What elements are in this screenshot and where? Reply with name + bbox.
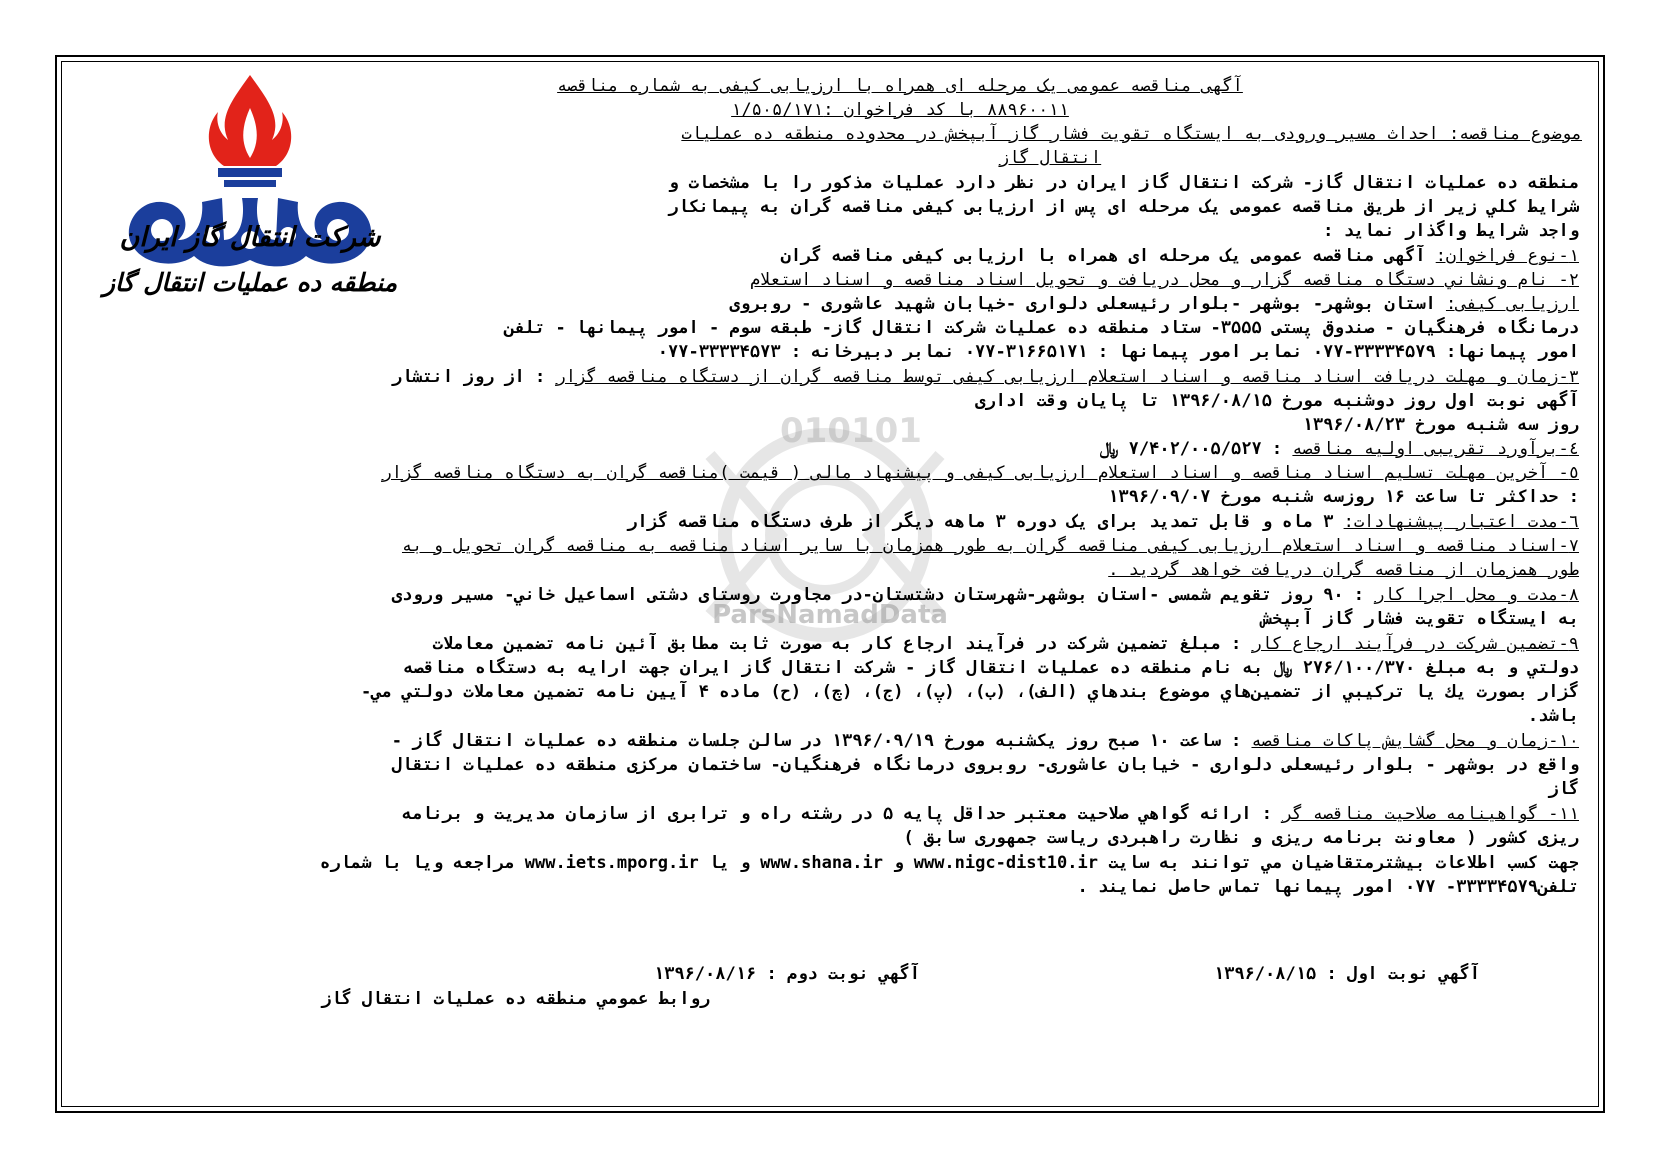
- item-3-line-3: روز سه شنبه مورخ ۱۳۹۶/۰۸/۲۳: [1302, 415, 1579, 435]
- second-notice: آگهي نوبت دوم : ۱۳۹۶/۰۸/۱۶: [653, 964, 920, 984]
- item-1: ۱-نوع فراخوان: آگهی مناقصه عمومی یک مرحله ای همراه با ارزیابی کیفی مناقصه گران: [780, 246, 1579, 266]
- first-notice: آگهي نوبت اول : ۱۳۹۶/۰۸/۱۵: [1213, 964, 1480, 984]
- signature: روابط عمومي منطقه ده عملیات انتقال گاز: [321, 989, 710, 1009]
- item-7-line-1: ۷-اسناد مناقصه و اسناد استعلام ارزیابی کیفی مناقصه گران به طور همزمان با سایر اسناد مناقصه به مناقصه گران تحویل و به: [401, 536, 1579, 556]
- contact-line-2: تلفن۳۳۳۳۴۵۷۹- ۰۷۷ امور پیمانها تماس حاصل نمایند .: [1077, 877, 1579, 897]
- item-9-line-4: باشد.: [1527, 706, 1579, 726]
- item-2-line-4: امور پیمانها: ۳۳۳۳۴۵۷۹-۰۷۷ نمابر امور پیمانها : ۳۱۶۶۵۱۷۱-۰۷۷ نمابر دبیرخانه : ۳۳۳۳۴۵۷۳-۰۷۷: [657, 342, 1579, 362]
- item-2-line-1: ۲- نام ونشاني دستگاه مناقصه گزار و محل دریافت و تحویل اسناد مناقصه و اسناد استعلام: [749, 270, 1579, 290]
- item-7-line-2: طور همزمان از مناقصه گران دریافت خواهد گردید .: [1108, 560, 1579, 580]
- logo-company-name: شرکت انتقال گاز ایران: [119, 222, 381, 253]
- item-9-line-2: دولتي و به مبلغ ۲۷۶/۱۰۰/۳۷۰ ﷼ به نام منطقه ده عملیات انتقال گاز - شرکت انتقال گاز ایران جهت ارایه به دستگاه مناقصه: [403, 658, 1579, 678]
- intro-line-2: شرایط كلي زیر از طریق مناقصه عمومی یک مرحله ای پس از ارزیابی کیفی مناقصه گران به پیمانکار: [668, 197, 1579, 217]
- intro-line-1: منطقه ده عملیات انتقال گاز- شرکت انتقال گاز ایران در نظر دارد عملیات مذکور را با مشخصات و: [668, 173, 1579, 193]
- title-line-1: آگهی مناقصه عمومی یک مرحله ای همراه با ارزیابی کیفی به شماره مناقصه: [557, 76, 1243, 96]
- item-3-line-2: آگهی نوبت اول روز دوشنبه مورخ ۱۳۹۶/۰۸/۱۵ تا پایان وقت اداری: [975, 391, 1579, 411]
- item-10-line-3: گاز: [1548, 779, 1579, 799]
- logo-region-name: منطقه ده عملیات انتقال گاز: [102, 268, 398, 297]
- item-9-line-3: گزار بصورت یك یا تركیبي از تضمین‌هاي موضوع بندهاي (الف)، (ب)، (پ)، (ج)، (چ)، (ح) ماده ۴ آیین نامه تضمین معاملات دولتي مي-: [361, 682, 1579, 702]
- item-9-line-1: ۹-تضمین شرکت در فرآیند ارجاع کار : مبلغ تضمین شرکت در فرآیند ارجاع کار به صورت ثابت مطابق آئین نامه تضمین معاملات: [432, 634, 1579, 654]
- subject-line-1: موضوع مناقصه: احداث مسیر ورودی به ایستگاه تقویت فشار گاز آبپخش در محدوده منطقه ده عملیات: [681, 124, 1582, 144]
- watermark-text: ParsNamadData: [712, 600, 948, 630]
- item-4: ٤-برآورد تقریبی اولیه مناقصه : ۷/۴۰۲/۰۰۵/۵۲۷ ﷼: [1099, 439, 1579, 459]
- item-3-line-1: ۳-زمان و مهلت دریافت اسناد مناقصه و اسناد استعلام ارزیابی کیفی توسط مناقصه گران از دستگاه مناقصه گزار : از روز انتشار: [391, 367, 1579, 387]
- item-2-line-3: درمانگاه فرهنگیان - صندوق پستی ۳۵۵۵- ستاد منطقه ده عملیات شرکت انتقال گاز- طبقه سوم - امور پیمانها - تلفن: [504, 318, 1579, 338]
- item-8-line-2: به ایستگاه تقویت فشار گاز آبپخش: [1261, 609, 1579, 629]
- contact-line-1: جهت کسب اطلاعات بیشترمتقاضیان مي توانند به سایت www.nigc-dist10.ir و www.shana.ir و یا www.iets.mporg.ir مراجعه ویا با شماره: [320, 853, 1579, 873]
- item-10-line-2: واقع در بوشهر - بلوار رئیسعلی دلواری - خیابان عاشوری- روبروی درمانگاه فرهنگیان- ساختمان مرکزی منطقه ده عملیات انتقال: [391, 755, 1579, 775]
- title-line-2: ۸۸۹۶۰۰۱۱ با کد فراخوان :۱/۵۰۵/۱۷۱: [731, 100, 1069, 120]
- item-8-line-1: ۸-مدت و محل اجرا کار : ۹۰ روز تقویم شمسی -استان بوشهر-شهرستان دشتستان-در مجاورت روستای دشتی اسماعیل خاني- مسیر ورودی: [391, 585, 1579, 605]
- watermark-code: 010101: [780, 411, 922, 451]
- intro-line-3: واجد شرایط واگذار نماید :: [1323, 221, 1579, 241]
- item-11-line-1: ۱۱- گواهینامه صلاحیت مناقصه گر : ارائه گواهي صلاحیت معتبر حداقل پایه ۵ در رشته راه و ترابری از سازمان مدیریت و برنامه: [401, 804, 1579, 824]
- item-2-line-2: ارزیابی کیفی: استان بوشهر- بوشهر -بلوار رئیسعلی دلواری -خیابان شهید عاشوری - روبروی: [729, 294, 1579, 314]
- subject-line-2: انتقال گاز: [998, 148, 1102, 168]
- item-11-line-2: ریزی کشور ( معاونت برنامه ریزی و نظارت راهبردی ریاست جمهوری سابق ): [903, 828, 1579, 848]
- item-5-line-1: ٥- آخرین مهلت تسلیم اسناد مناقصه و اسناد استعلام ارزیابی کیفی و پیشنهاد مالی ( قیمت )مناقصه گران به دستگاه مناقصه گزار: [381, 463, 1579, 483]
- item-6: ٦-مدت اعتبار پیشنهادات: ۳ ماه و قابل تمدید برای یک دوره ۳ ماهه دیگر از طرف دستگاه مناقصه گزار: [627, 512, 1579, 532]
- item-10-line-1: ۱۰-زمان و محل گشایش پاکات مناقصه : ساعت ۱۰ صبح روز یکشنبه مورخ ۱۳۹۶/۰۹/۱۹ در سالن جلسات منطقه ده عملیات انتقال گاز -: [391, 731, 1579, 751]
- item-5-line-2: : حداکثر تا ساعت ۱۶ روزسه شنبه مورخ ۱۳۹۶/۰۹/۰۷: [1108, 487, 1579, 507]
